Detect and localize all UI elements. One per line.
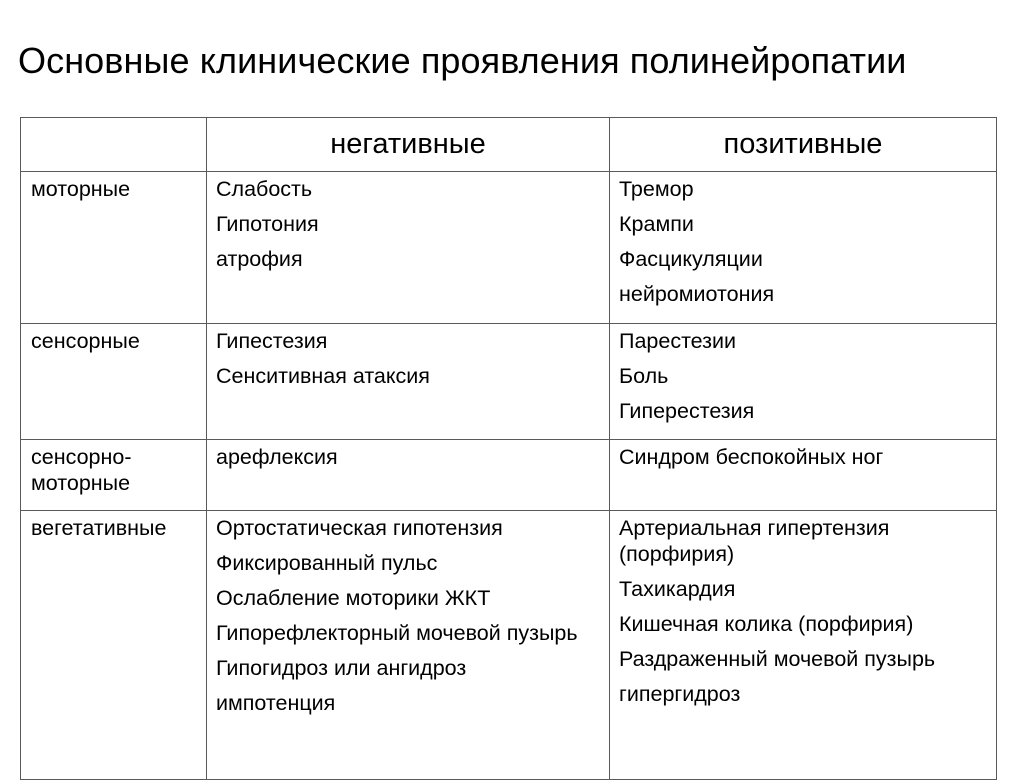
list-item: Гипотония	[216, 212, 319, 236]
list-item: Боль	[619, 364, 669, 388]
list-item: арефлексия	[216, 445, 338, 469]
positive-cell-sensorimotor	[610, 440, 997, 511]
list-item: Гипорефлекторный мочевой пузырь	[216, 621, 578, 645]
list-item: Слабость	[216, 177, 313, 201]
list-item: импотенция	[216, 691, 336, 715]
negative-cell-sensory	[207, 324, 610, 440]
positive-cell-sensory	[610, 324, 997, 440]
list-item: Тремор	[619, 177, 694, 201]
list-item: Синдром беспокойных ног	[619, 445, 884, 469]
list-item: гипергидроз	[619, 682, 741, 706]
list-item: Гипогидроз или ангидроз	[216, 656, 467, 680]
list-item: Артериальная гипертензия (порфирия)	[619, 516, 890, 566]
positive-cell-motor	[610, 172, 997, 324]
list-item: Раздраженный мочевой пузырь	[619, 647, 936, 671]
header-cell-negative: негативные	[207, 118, 610, 172]
positive-cell-autonomic	[610, 511, 997, 780]
negative-cell-autonomic	[207, 511, 610, 780]
table-row-motor	[21, 172, 997, 324]
list-item: Фасцикуляции	[619, 247, 763, 271]
table-row-autonomic	[21, 511, 997, 780]
list-item: Фиксированный пульс	[216, 551, 438, 575]
list-item: атрофия	[216, 247, 303, 271]
row-label-sensorimotor: сенсорно-моторные	[21, 440, 207, 511]
header-cell-positive: позитивные	[610, 118, 997, 172]
row-label-autonomic: вегетативные	[21, 511, 207, 780]
list-item: Гиперестезия	[619, 399, 755, 423]
row-label-motor: моторные	[21, 172, 207, 324]
list-item: Ортостатическая гипотензия	[216, 516, 503, 540]
list-item: Сенситивная атаксия	[216, 364, 430, 388]
page-title: Основные клинические проявления полинейропатии	[18, 40, 907, 81]
table-row-sensory	[21, 324, 997, 440]
list-item: Кишечная колика (порфирия)	[619, 612, 914, 636]
list-item: Гипестезия	[216, 329, 328, 353]
row-label-sensory: сенсорные	[21, 324, 207, 440]
manifestations-table	[20, 117, 997, 780]
table-row-sensorimotor	[21, 440, 997, 511]
table-header-row	[21, 118, 997, 172]
list-item: Тахикардия	[619, 577, 736, 601]
list-item: Ослабление моторики ЖКТ	[216, 586, 491, 610]
header-cell-empty	[21, 118, 207, 172]
list-item: Парестезии	[619, 329, 737, 353]
negative-cell-motor	[207, 172, 610, 324]
negative-cell-sensorimotor	[207, 440, 610, 511]
list-item: Крампи	[619, 212, 694, 236]
list-item: нейромиотония	[619, 282, 775, 306]
